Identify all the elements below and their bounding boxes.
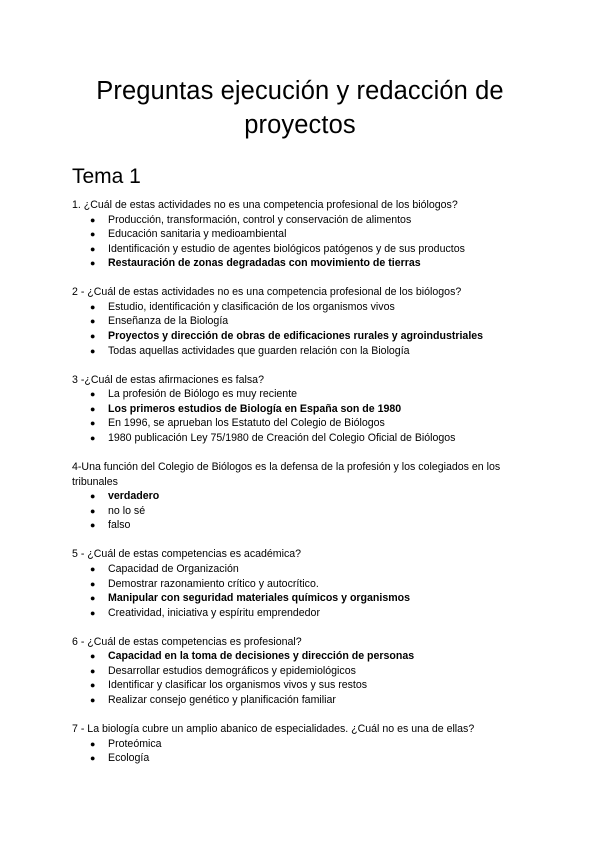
bullet-icon: ● <box>90 433 96 444</box>
question-block <box>72 635 528 708</box>
answer-item-correct <box>88 591 528 606</box>
answer-text: Identificación y estudio de agentes biológicos patógenos y de sus productos <box>108 242 465 255</box>
bullet-icon: ● <box>90 738 96 749</box>
question-text: 1. ¿Cuál de estas actividades no es una competencia profesional de los biólogos? <box>72 199 458 211</box>
bullet-icon: ● <box>90 214 96 225</box>
section-title: Tema 1 <box>72 165 141 188</box>
answer-text: Estudio, identificación y clasificación de los organismos vivos <box>108 300 395 313</box>
question-block <box>72 722 528 766</box>
answer-text: falso <box>108 519 131 532</box>
answer-item <box>88 504 528 519</box>
answer-item <box>88 300 528 315</box>
answer-item <box>88 737 528 752</box>
answer-list <box>72 387 528 445</box>
answer-list <box>72 300 528 358</box>
bullet-icon: ● <box>90 563 96 574</box>
answer-text: Educación sanitaria y medioambiental <box>108 228 287 241</box>
question-text: 7 - La biología cubre un amplio abanico de especialidades. ¿Cuál no es una de ellas? <box>72 723 475 736</box>
bullet-icon: ● <box>90 665 96 676</box>
question-text: 5 - ¿Cuál de estas competencias es académica? <box>72 548 302 561</box>
answer-item <box>88 314 528 329</box>
bullet-icon: ● <box>90 505 96 516</box>
question-text: 3 -¿Cuál de estas afirmaciones es falsa? <box>72 373 264 386</box>
answer-item <box>88 416 528 431</box>
answer-item <box>88 227 528 242</box>
question-text: 6 - ¿Cuál de estas competencias es profesional? <box>72 635 302 648</box>
bullet-icon: ● <box>90 651 96 662</box>
answer-item <box>88 242 528 257</box>
answer-text: Enseñanza de la Biología <box>108 315 229 328</box>
question-block <box>72 547 528 620</box>
bullet-icon: ● <box>90 593 96 604</box>
question-text: 4-Una función del Colegio de Biólogos es la defensa de la profesión y los colegiados en los tribunales <box>72 461 501 488</box>
answer-list <box>72 562 528 620</box>
question-list <box>72 198 528 766</box>
bullet-icon: ● <box>90 403 96 414</box>
answer-text: Desarrollar estudios demográficos y epidemiológicos <box>108 664 356 677</box>
answer-text: Los primeros estudios de Biología en España son de 1980 <box>108 402 402 415</box>
answer-item <box>88 431 528 446</box>
bullet-icon: ● <box>90 578 96 589</box>
answer-text: no lo sé <box>108 504 146 517</box>
bullet-icon: ● <box>90 680 96 691</box>
bullet-icon: ● <box>90 418 96 429</box>
answer-text: Manipular con seguridad materiales químicos y organismos <box>108 592 411 605</box>
question-block <box>72 460 528 533</box>
answer-text: Creatividad, iniciativa y espíritu emprendedor <box>108 606 320 619</box>
answer-text: Todas aquellas actividades que guarden relación con la Biología <box>108 344 410 357</box>
bullet-icon: ● <box>90 607 96 618</box>
answer-text: Identificar y clasificar los organismos vivos y sus restos <box>108 679 368 692</box>
answer-item <box>88 606 528 621</box>
answer-item <box>88 562 528 577</box>
bullet-icon: ● <box>90 389 96 400</box>
answer-item <box>88 693 528 708</box>
answer-item-correct <box>88 256 528 271</box>
bullet-icon: ● <box>90 753 96 764</box>
answer-item <box>88 664 528 679</box>
document-title-line-2: proyectos <box>244 111 356 139</box>
answer-text: 1980 publicación Ley 75/1980 de Creación del Colegio Oficial de Biólogos <box>108 432 456 445</box>
bullet-icon: ● <box>90 301 96 312</box>
answer-text: Ecología <box>108 752 150 765</box>
answer-text: Proyectos y dirección de obras de edificaciones rurales y agroindustriales <box>108 330 484 343</box>
answer-text: Capacidad de Organización <box>108 562 239 575</box>
question-block <box>72 198 528 271</box>
bullet-icon: ● <box>90 491 96 502</box>
answer-item <box>88 518 528 533</box>
bullet-icon: ● <box>90 316 96 327</box>
answer-text: verdadero <box>108 490 160 503</box>
document-title <box>72 74 528 142</box>
document-title-line-1: Preguntas ejecución y redacción de <box>96 77 504 105</box>
answer-text: Restauración de zonas degradadas con movimiento de tierras <box>108 257 421 270</box>
answer-text: En 1996, se aprueban los Estatuto del Colegio de Biólogos <box>108 417 385 430</box>
answer-list <box>72 213 528 271</box>
bullet-icon: ● <box>90 695 96 706</box>
bullet-icon: ● <box>90 520 96 531</box>
answer-item <box>88 213 528 228</box>
answer-text: La profesión de Biólogo es muy reciente <box>108 388 298 401</box>
answer-item-correct <box>88 402 528 417</box>
answer-item <box>88 751 528 766</box>
answer-text: Demostrar razonamiento crítico y autocrítico. <box>108 577 319 590</box>
answer-item <box>88 577 528 592</box>
answer-list <box>72 649 528 707</box>
answer-text: Realizar consejo genético y planificación familiar <box>108 694 336 707</box>
answer-list <box>72 489 528 533</box>
answer-text: Proteómica <box>108 737 162 750</box>
answer-text: Capacidad en la toma de decisiones y dirección de personas <box>108 650 415 663</box>
answer-item-correct <box>88 649 528 664</box>
question-text: 2 - ¿Cuál de estas actividades no es una competencia profesional de los biólogos? <box>72 286 462 299</box>
bullet-icon: ● <box>90 243 96 254</box>
answer-item-correct <box>88 489 528 504</box>
bullet-icon: ● <box>90 345 96 356</box>
answer-list <box>72 737 528 766</box>
answer-item-correct <box>88 329 528 344</box>
answer-text: Producción, transformación, control y conservación de alimentos <box>108 213 412 226</box>
answer-item <box>88 678 528 693</box>
answer-item <box>88 344 528 359</box>
bullet-icon: ● <box>90 331 96 342</box>
answer-item <box>88 387 528 402</box>
bullet-icon: ● <box>90 258 96 269</box>
question-block <box>72 373 528 446</box>
bullet-icon: ● <box>90 229 96 240</box>
question-block <box>72 285 528 358</box>
